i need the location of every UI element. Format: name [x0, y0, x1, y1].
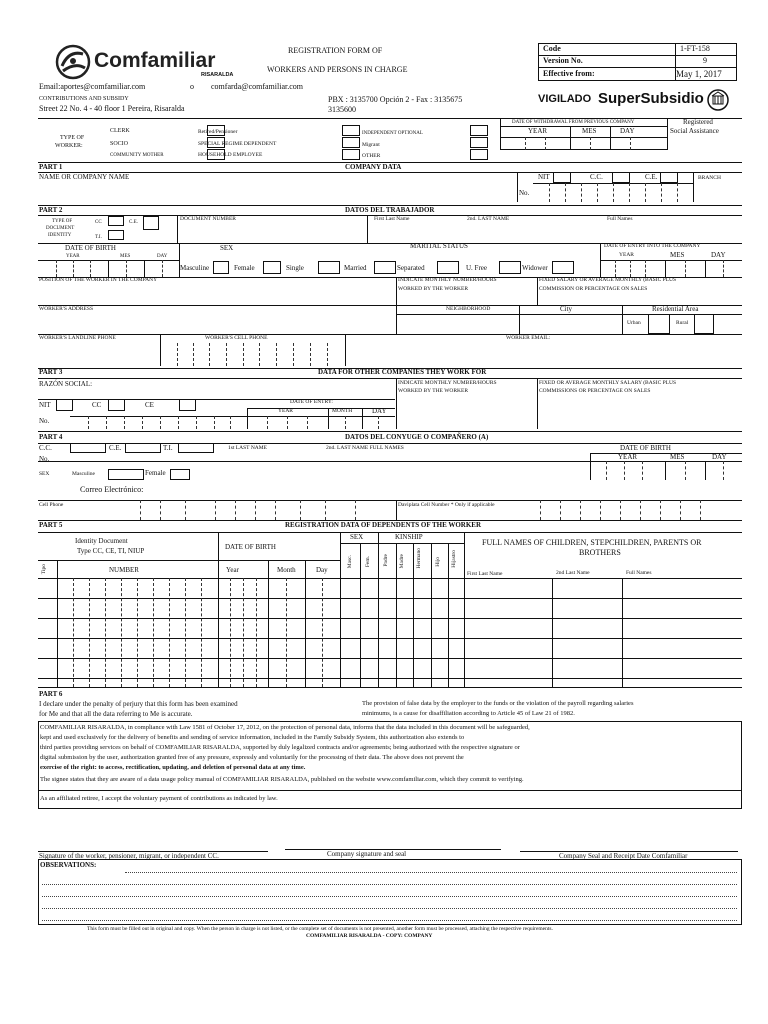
other-salary-label-2: COMMISSIONS OR PERCENTAGE ON SALES	[539, 388, 651, 394]
urban-label: Urban	[627, 320, 641, 326]
other-ce-label: CE	[145, 401, 154, 409]
worker-type-other-label: OTHER	[362, 153, 381, 159]
monthly-hours-label-1: INDICATE MONTHLY NUMBER/HOURS	[398, 277, 497, 283]
checkbox-worker-masculine[interactable]	[213, 261, 229, 274]
salary-label-2: COMMISSION OR PERCENTAGE ON SALES	[539, 286, 648, 292]
position-input[interactable]	[38, 285, 395, 305]
other-entry-date-label: DATE OF ENTRY:	[290, 399, 333, 405]
dependent-hermano-label: Hermano	[416, 548, 422, 569]
checkbox-separated[interactable]	[437, 261, 459, 274]
provision-line-1: The provision of false data by the employer to the funds or the violation of the payroll regarding salaries	[362, 700, 634, 707]
spouse-first-last-label: 1st LAST NAME	[228, 445, 268, 451]
social-assistance-label: Social Assistance	[670, 127, 719, 135]
spouse-masculine-label: Masculine	[72, 471, 95, 477]
contact-email-2: comfarda@comfamiliar.com	[211, 82, 303, 91]
supersubsidio-text: SuperSubsidio	[598, 90, 704, 107]
legal-line-4: digital submission by the user, authorization granted free of any pressure, expressly and voluntarily for the processing of their data. The above does not prevent the	[40, 754, 464, 761]
position-label: POSITION OF THE WORKER IN THE COMPANY	[39, 277, 158, 283]
neighborhood-label: NEIGHBORHOOD	[446, 306, 491, 312]
dependent-identity-label-1: Identity Document	[75, 537, 128, 545]
cell-phone-cells[interactable]	[175, 343, 345, 366]
provision-line-2: minimums, is a cause for disaffiliation according to Article 45 of Law 21 of 1982.	[362, 710, 575, 717]
contact-email-1: Email:aportes@comfamiliar.com	[39, 82, 146, 91]
worker-type-label-2: WORKER:	[55, 143, 83, 149]
checkbox-other-cc[interactable]	[108, 399, 125, 411]
part1-title: COMPANY DATA	[345, 163, 402, 171]
logo-subtext: RISARALDA	[201, 72, 234, 78]
dependent-dob-label: DATE OF BIRTH	[225, 543, 276, 551]
code-label: Code	[543, 44, 561, 53]
pbx-phone-2: 3135600	[328, 105, 356, 114]
dependent-second-last-label: 2nd Last Name	[556, 570, 590, 576]
company-signature-label: Company signature and seal	[327, 850, 407, 858]
other-no-label: No.	[39, 417, 50, 425]
logo-text: Comfamiliar	[94, 49, 216, 72]
rural-label: Rural	[676, 320, 689, 326]
marital-single: Single	[286, 264, 304, 272]
spouse-sex-label: SEX	[39, 471, 50, 477]
checkbox-married[interactable]	[374, 261, 396, 274]
office-address: Street 22 No. 4 - 40 floor 1 Pereira, Risaralda	[39, 104, 185, 113]
razon-social-label: RAZÓN SOCIAL:	[39, 380, 93, 388]
dependent-row-5[interactable]	[38, 658, 742, 678]
other-nit-label: NIT	[39, 401, 51, 409]
city-label: City	[560, 305, 573, 313]
part4-title: DATOS DEL CONYUGE O COMPAÑERO (A)	[345, 433, 489, 441]
spouse-dob-year: YEAR	[618, 453, 638, 461]
second-last-name-label: 2nd. LAST NAME	[467, 216, 510, 222]
spouse-dob-day: DAY	[712, 453, 727, 461]
dependent-padre-label: Padre	[383, 554, 389, 567]
cell-phone-label: WORKER'S CELL PHONE	[205, 335, 268, 341]
spouse-no-label: No.	[39, 455, 50, 463]
marital-widower: Widower	[522, 264, 548, 272]
dependent-month-label: Month	[277, 566, 296, 574]
type-doc-label-2: DOCUMENT	[46, 226, 75, 231]
legal-line-5: exercise of the right: to access, rectification, updating, and deletion of personal data at any time.	[40, 764, 306, 771]
checkbox-spouse-ti[interactable]	[178, 443, 214, 453]
dependent-hijastro-label: Hijastro	[451, 550, 457, 568]
observations-label: OBSERVATIONS:	[40, 861, 97, 869]
worker-address-input[interactable]	[38, 313, 395, 334]
part2-title: DATOS DEL TRABAJADOR	[345, 206, 435, 214]
landline-label: WORKER'S LANDLINE PHONE	[39, 335, 116, 341]
worker-signature-label: Signature of the worker, pensioner, migrant, or independent CC.	[39, 852, 219, 860]
company-cc-label: C.C.	[590, 173, 603, 181]
worker-type-special-regime-label: SPECIAL REGIME DEPENDENT	[198, 141, 277, 147]
worker-sex-masculine: Masculine	[180, 264, 210, 272]
checkbox-other-nit[interactable]	[56, 399, 73, 411]
other-cc-label: CC	[92, 401, 102, 409]
part4-label: PART 4	[39, 433, 63, 441]
type-doc-label-3: IDENTITY	[48, 233, 72, 238]
dependent-tipo-label: Tipo	[41, 564, 47, 575]
other-entry-day: DAY	[372, 407, 387, 415]
part3-title: DATA FOR OTHER COMPANIES THEY WORK FOR	[318, 368, 487, 376]
spouse-cell-label: Cell Phone	[39, 502, 64, 508]
checkbox-worker-ti[interactable]	[108, 230, 124, 240]
checkbox-spouse-cc[interactable]	[70, 443, 106, 453]
dependent-row-4[interactable]	[38, 638, 742, 658]
checkbox-worker-female[interactable]	[263, 261, 281, 274]
footer-copy: COMFAMILIAR RISARALDA - COPY: COMPANY	[306, 933, 433, 939]
entry-date-label: DATE OF ENTRY INTO THE COMPANY	[604, 243, 701, 249]
dependent-identity-label-2: Type CC, CE, TI, NIUP	[77, 547, 145, 555]
legal-line-6: The signee states that they are aware of a data usage policy manual of COMFAMILIAR RISARALDA, published on the website www.comfamiliar.com, which they commit to verifying.	[40, 776, 524, 783]
worker-names-input[interactable]	[368, 225, 742, 243]
other-salary-label-1: FIXED OR AVERAGE MONTHLY SALARY (BASIC PLUS	[539, 380, 677, 386]
other-entry-date-cells[interactable]	[247, 416, 395, 429]
marital-married: Married	[344, 264, 367, 272]
razon-social-input[interactable]	[38, 378, 395, 398]
worker-ti-label: T.I.	[95, 235, 102, 240]
worker-type-migrant-label: Migrant	[362, 142, 380, 148]
part5-label: PART 5	[39, 521, 63, 529]
checkbox-independent[interactable]	[470, 125, 488, 136]
checkbox-single[interactable]	[318, 261, 340, 274]
part6-label: PART 6	[39, 690, 63, 698]
company-nit-label: NIT	[538, 173, 550, 181]
form-title-line-1: REGISTRATION FORM OF	[288, 46, 383, 55]
worker-address-label: WORKER'S ADDRESS	[39, 306, 94, 312]
withdrawal-month-label: MES	[582, 127, 597, 135]
worker-doc-number-input[interactable]	[178, 225, 366, 243]
company-ce-label: C.E.	[645, 173, 658, 181]
checkbox-company-nit[interactable]	[553, 172, 571, 183]
contact-email-separator: o	[190, 82, 194, 91]
spouse-email-input[interactable]	[160, 482, 360, 498]
checkbox-retired[interactable]	[342, 125, 360, 136]
dependent-row-3[interactable]	[38, 618, 742, 638]
daviplata-cells[interactable]	[520, 500, 742, 520]
salary-label-1: FIXED SALARY OR AVERAGE MONTHLY (BASIC PLUS	[539, 277, 677, 283]
contributions-label: CONTRIBUTIONS AND SUBSIDY	[39, 96, 129, 102]
retiree-acceptance: As an affiliated retiree, I accept the voluntary payment of contributions as indicated by law.	[40, 795, 278, 802]
other-hours-label-2: WORKED BY THE WORKER	[398, 388, 469, 394]
entry-year-label: YEAR	[619, 252, 634, 258]
worker-dob-year: YEAR	[66, 254, 80, 259]
monthly-hours-label-2: WORKED BY THE WORKER	[398, 286, 469, 292]
worker-type-retired-label: Retired/Pensioner	[198, 129, 238, 135]
registered-label: Registered	[683, 118, 713, 126]
dependent-first-last-label: First Last Name	[467, 571, 503, 577]
spouse-female-label: Female	[145, 469, 166, 477]
checkbox-company-cc[interactable]	[612, 172, 630, 183]
worker-type-label-1: TYPE OF	[60, 135, 85, 141]
comfamiliar-logo	[55, 44, 234, 80]
pbx-phone: PBX : 3135700 Opción 2 - Fax : 3135675	[328, 95, 463, 104]
worker-type-clerk-label: CLERK	[110, 128, 130, 134]
checkbox-company-ce[interactable]	[660, 172, 678, 183]
dependent-fullnames-label-2: BROTHERS	[579, 548, 621, 557]
entry-date-cells[interactable]	[600, 260, 742, 277]
dependent-fullnames-label-1: FULL NAMES OF CHILDREN, STEPCHILDREN, PARENTS OR	[482, 538, 702, 547]
withdrawal-date-label: DATE OF WITHDRAWAL FROM PREVIOUS COMPANY	[512, 120, 635, 125]
spouse-second-last-label: 2nd. LAST NAME FULL NAMES	[326, 445, 404, 451]
part5-title: REGISTRATION DATA OF DEPENDENTS OF THE WORKER	[285, 521, 482, 529]
landline-input[interactable]	[38, 343, 160, 366]
version-value: 9	[703, 56, 707, 65]
dependent-madre-label: Madre	[399, 554, 405, 569]
spouse-cc-label: C.C.	[39, 444, 52, 452]
worker-type-household-label: HOUSEHOLD EMPLOYEE	[198, 152, 263, 158]
vigilado-text: VIGILADO	[538, 93, 592, 105]
worker-ce-label: C.E.	[129, 220, 138, 225]
checkbox-widower[interactable]	[552, 261, 574, 274]
worker-type-independent-label: INDEPENDENT OPTIONAL	[362, 131, 423, 136]
checkbox-spouse-female[interactable]	[170, 469, 190, 480]
checkbox-migrant[interactable]	[470, 137, 488, 148]
checkbox-ufree[interactable]	[499, 261, 521, 274]
code-value: 1-FT-158	[680, 44, 710, 53]
worker-email-input[interactable]	[346, 343, 742, 366]
dependent-row-2[interactable]	[38, 598, 742, 618]
checkbox-urban[interactable]	[648, 314, 670, 334]
effective-label: Effective from:	[543, 69, 595, 78]
spouse-ce-label: C.E.	[109, 444, 122, 452]
worker-dob-month: MES	[120, 254, 131, 259]
dependent-fem-label: Fem.	[365, 556, 371, 568]
entry-day-label: DAY	[711, 251, 726, 259]
company-branch-label: BRANCH	[698, 175, 721, 181]
daviplata-label: Daviplata Cell Number * Only if applicable	[398, 502, 495, 508]
observations-box[interactable]	[38, 859, 742, 925]
withdrawal-year-label: YEAR	[528, 127, 548, 135]
dependent-kinship-label: KINSHIP	[395, 533, 423, 541]
marital-status-label: MARITAL STATUS	[410, 242, 468, 250]
dependent-masc-label: Masc.	[347, 555, 353, 569]
worker-dob-label: DATE OF BIRTH	[65, 244, 116, 252]
legal-line-2: kept and used exclusively for the delivery of benefits and sending of service information, included in the Family Subsidy System, this authorization also extends to	[40, 734, 465, 741]
residential-area-label: Residential Area	[652, 305, 699, 313]
worker-sex-label: SEX	[220, 244, 234, 252]
worker-signature-area[interactable]	[38, 820, 268, 850]
spouse-dob-month: MES	[670, 453, 685, 461]
doc-number-label: DOCUMENT NUMBER	[180, 216, 236, 222]
marital-ufree: U. Free	[466, 264, 487, 272]
comfamiliar-seal-label: Company Seal and Receipt Date Comfamiliar	[559, 852, 688, 860]
checkbox-household[interactable]	[342, 149, 360, 160]
spouse-dob-label: DATE OF BIRTH	[620, 444, 671, 452]
comfamiliar-seal-area[interactable]	[520, 820, 738, 850]
company-signature-area[interactable]	[285, 820, 501, 850]
dependent-sex-label: SEX	[350, 533, 364, 541]
version-label: Version No.	[543, 56, 583, 65]
worker-type-community-mother-label: COMMUNITY MOTHER	[110, 153, 164, 158]
checkbox-worker-ce[interactable]	[143, 216, 159, 230]
marital-separated: Separated	[397, 264, 425, 272]
checkbox-other-ce[interactable]	[179, 399, 196, 411]
other-hours-label-1: INDICATE MONTHLY NUMBER/HOURS	[398, 380, 497, 386]
dependent-number-label: NUMBER	[109, 566, 139, 574]
dependent-year-label: Year	[226, 566, 239, 574]
declaration-line-1: I declare under the penalty of perjury that this form has been examined	[39, 700, 238, 708]
part2-label: PART 2	[39, 206, 63, 214]
checkbox-worker-cc[interactable]	[108, 216, 124, 226]
type-doc-label-1: TYPE OF	[52, 219, 73, 224]
worker-sex-female: Female	[234, 264, 255, 272]
worker-type-socio-label: SOCIO	[110, 141, 129, 147]
dependent-row-1[interactable]	[38, 578, 742, 598]
worker-dob-day: DAY	[157, 254, 168, 259]
dependent-hijo-label: Hijo	[435, 557, 441, 567]
other-entry-month: MONTH	[332, 408, 353, 414]
comfamiliar-logo-icon	[55, 44, 91, 80]
supersubsidio-emblem-icon	[706, 88, 730, 112]
legal-line-3: third parties providing services on behalf of COMFAMILIAR RISARALDA, supported by duly legalized contracts and/or agreements; being authorized with the respective signature or	[40, 744, 520, 751]
checkbox-spouse-ce[interactable]	[125, 443, 161, 453]
worker-email-label: WORKER EMAIL:	[506, 335, 551, 341]
worker-cc-label: CC	[95, 220, 102, 225]
checkbox-spouse-masculine[interactable]	[108, 469, 144, 480]
spouse-ti-label: T.I.	[163, 444, 173, 452]
spouse-dob-cells[interactable]	[590, 461, 742, 480]
vigilado-supersubsidio-logo	[538, 88, 733, 112]
form-title-line-2: WORKERS AND PERSONS IN CHARGE	[267, 65, 408, 74]
company-name-label: NAME OR COMPANY NAME	[39, 173, 130, 181]
footer-note: This form must be filled out in original and copy. When the person in charge is not listed, or the complete set of documents is not presented, another form must be processed, attaching the respective requirements.	[87, 926, 553, 932]
checkbox-special-regime[interactable]	[342, 137, 360, 148]
part1-label: PART 1	[39, 163, 63, 171]
part3-label: PART 3	[39, 368, 63, 376]
other-entry-year: YEAR	[278, 408, 293, 414]
withdrawal-day-label: DAY	[620, 127, 635, 135]
checkbox-other[interactable]	[470, 149, 488, 160]
full-names-label: Full Names	[607, 216, 633, 222]
company-no-label: No.	[519, 189, 530, 197]
other-company-number-cells[interactable]	[70, 416, 247, 430]
company-name-input[interactable]	[38, 172, 516, 202]
dependent-full-names-label: Full Names	[626, 570, 652, 576]
first-last-name-label: First Last Name	[374, 216, 410, 222]
dependent-day-label: Day	[316, 566, 328, 574]
entry-month-label: MES	[670, 251, 685, 259]
declaration-line-2: for Me and that all the data referring to Me is accurate.	[39, 710, 193, 718]
effective-value: May 1, 2017	[676, 69, 722, 79]
spouse-email-label: Correo Electrónico:	[80, 485, 144, 494]
checkbox-rural[interactable]	[694, 314, 714, 334]
legal-line-1: COMFAMILIAR RISARALDA, in compliance with Law 1581 of October 17, 2012, on the protection of personal data, informs that the data included in this document will be safeguarded,	[40, 724, 530, 731]
